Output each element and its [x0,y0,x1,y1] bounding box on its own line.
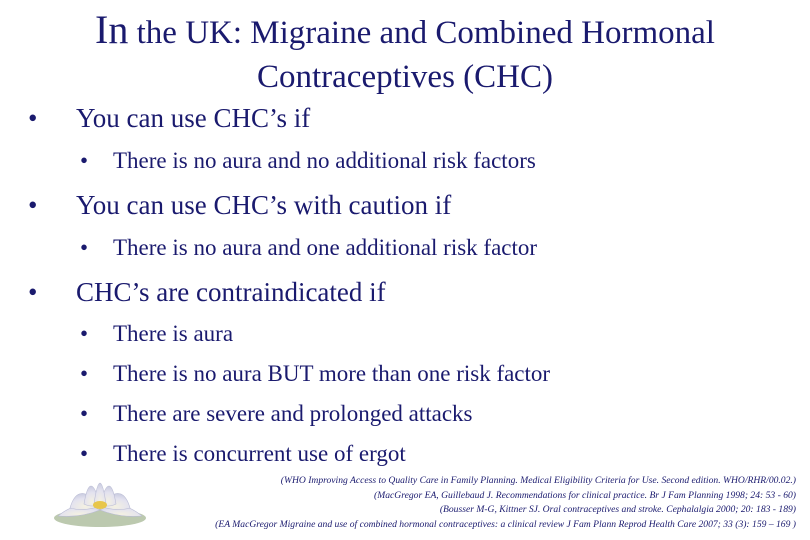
subitem-no-aura-no-risk: • There is no aura and no additional risk factors [80,148,536,173]
reference-line: (WHO Improving Access to Quality Care in Family Planning. Medical Eligibility Criteria for Use. Second edition. WHO/RHR/00.02.) [280,475,796,486]
references [36,474,796,532]
reference-line: (MacGregor EA, Guillebaud J. Recommendations for clinical practice. Br J Fam Planning 1998; 24: 53 - 60) [374,489,796,501]
subitem-ergot: • There is concurrent use of ergot [80,441,406,466]
title-first-word: In [95,7,129,52]
bullet-caution: • You can use CHC’s with caution if [28,190,452,220]
title-line2: Contraceptives (CHC) [256,59,554,95]
bullet-can-use: • You can use CHC’s if [28,103,311,133]
bullet-dot-icon: • [28,103,38,133]
subitem-more-risk: • There is no aura BUT more than one risk factor [80,361,551,386]
bullet-contraindicated: • CHC’s are contraindicated if [28,277,386,307]
bullet-dot-icon: • [80,401,89,426]
subitem-aura: • There is aura [80,321,234,346]
title-line1: the UK: Migraine and Combined Hormonal [128,15,715,51]
subitem-no-aura-one-risk: • There is no aura and one additional risk factor [80,235,538,260]
page-title [0,8,810,99]
bullet-dot-icon: • [28,190,38,220]
bullet-dot-icon: • [80,235,89,260]
bullet-dot-icon: • [80,441,89,466]
bullet-dot-icon: • [80,148,89,173]
reference-line: (EA MacGregor Migraine and use of combined hormonal contraceptives: a clinical review J Fam Plann Reprod Health Care 2007; 33 (3): 159 – 169 ) [215,518,796,530]
reference-line: (Bousser M-G, Kittner SJ. Oral contraceptives and stroke. Cephalalgia 2000; 20: 183 - 189) [439,504,796,515]
bullet-dot-icon: • [28,277,38,307]
bullet-dot-icon: • [80,361,89,386]
subitem-severe-attacks: • There are severe and prolonged attacks [80,401,473,426]
bullet-dot-icon: • [80,321,89,346]
